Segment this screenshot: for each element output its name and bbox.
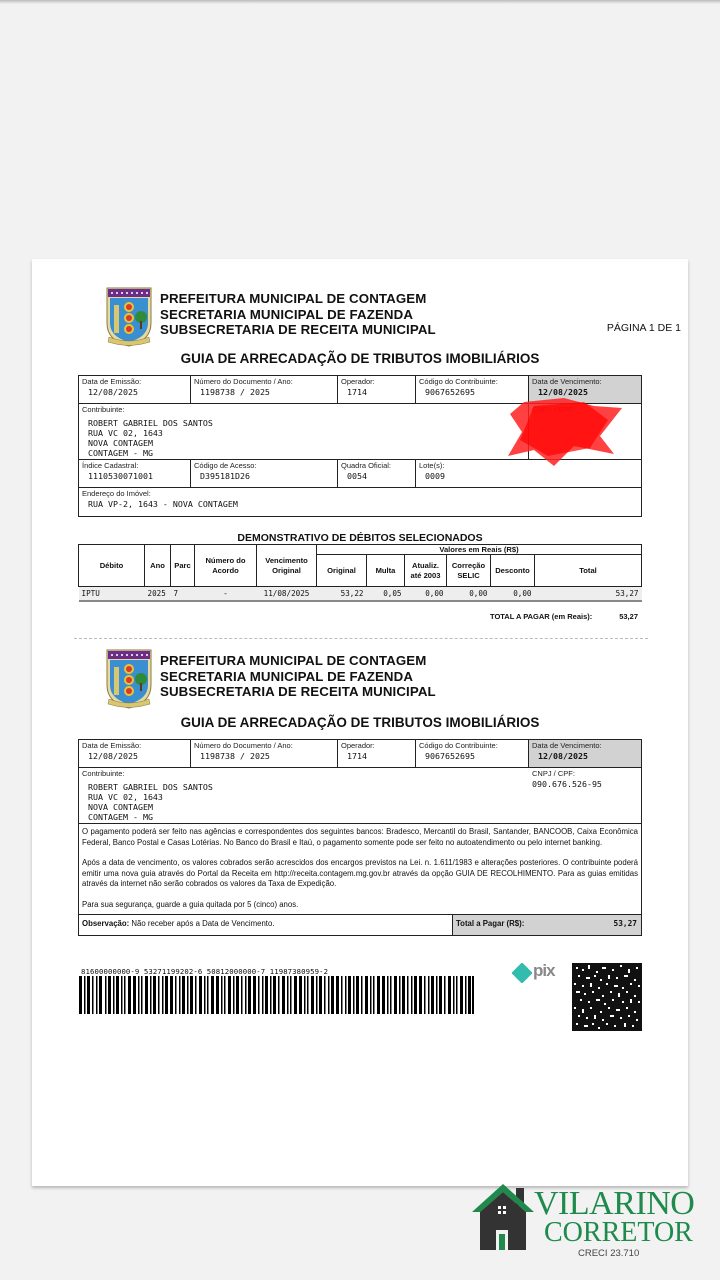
due-date-field: Data de Vencimento: 12/08/2025 (529, 376, 641, 403)
total-label: TOTAL A PAGAR (em Reais): (490, 612, 593, 621)
operator-field: Operador: 1714 (338, 740, 416, 767)
payment-slip-box (78, 739, 642, 936)
cut-line (74, 638, 648, 639)
col-atualiz: Atualiz. até 2003 (405, 555, 447, 587)
realtor-subtitle: CORRETOR (544, 1217, 693, 1248)
cpf-field (529, 404, 641, 459)
pix-logo (512, 963, 568, 983)
debts-table (78, 544, 642, 602)
realtor-watermark (470, 1182, 710, 1262)
late-payment-paragraph: Após a data de vencimento, os valores cobrados serão acrescidos dos encargos previstos na Lei. n. 1.611/1983 e alterações posteriores. O contribuinte poderá emitir uma nova guia através do Portal da Receita em http://receita.contagem.mg.gov.br através da opção GUIA DE RECOLHIMENTO. Para as guias emitidas através da internet não serão cobrados os valores da Taxa de Expedição. (82, 858, 638, 888)
document-header-copy (106, 649, 646, 713)
total-to-pay-field: Total a Pagar (R$): 53,27 (453, 915, 641, 935)
col-ano: Ano (145, 545, 171, 587)
taxpayer-info-box (78, 375, 642, 517)
payment-instructions (79, 824, 641, 915)
house-icon (470, 1182, 536, 1252)
taxpayer-field: Contribuinte: ROBERT GABRIEL DOS SANTOS RUA VC 02, 1643 NOVA CONTAGEM CONTAGEM - MG (79, 768, 529, 823)
status-bar-shadow (0, 0, 720, 4)
org-line-subsecretaria: SUBSECRETARIA DE RECEITA MUNICIPAL (160, 322, 436, 337)
barcode-digits: 81600000000-9 53271199202-6 50812000000-7 11987380959-2 (81, 967, 329, 976)
redaction-scribble (504, 396, 624, 468)
taxpayer-city: CONTAGEM - MG (88, 812, 153, 822)
col-vencimento-original: Vencimento Original (257, 545, 317, 587)
issue-date-field: Data de Emissão: 12/08/2025 (79, 376, 191, 403)
col-parc: Parc (171, 545, 195, 587)
document-header (106, 287, 681, 351)
security-paragraph: Para sua segurança, guarde a guia quitada por 5 (cinco) anos. (82, 899, 299, 909)
lots-field: Lote(s): 0009 (419, 461, 445, 481)
table-row: IPTU 2025 7 - 11/08/2025 53,22 0,05 0,00 0,00 0,00 53,27 (79, 587, 642, 602)
org-line-secretaria: SECRETARIA MUNICIPAL DE FAZENDA (160, 668, 414, 684)
document-number-field: Número do Documento / Ano: 1198738 / 2025 (191, 740, 338, 767)
pix-icon (512, 963, 532, 983)
realtor-name: VILARINO (534, 1185, 695, 1222)
observation-field: Observação: Não receber após a Data de Vencimento. (79, 915, 453, 935)
coat-of-arms-icon (106, 649, 152, 709)
realtor-creci: CRECI 23.710 (578, 1248, 640, 1259)
taxpayer-street: RUA VC 02, 1643 (88, 792, 163, 802)
page-indicator: PÁGINA 1 DE 1 (606, 322, 681, 334)
document-number-field: Número do Documento / Ano: 1198738 / 2025 (191, 376, 338, 403)
total-value: 53,27 (619, 612, 638, 621)
document-title-copy: GUIA DE ARRECADAÇÃO DE TRIBUTOS IMOBILIÁRIOS (180, 715, 540, 730)
values-group-header: Valores em Reais (R$) (317, 545, 642, 555)
due-date-field: Data de Vencimento: 12/08/2025 (529, 740, 641, 767)
operator-field: Operador: 1714 (338, 376, 416, 403)
taxpayer-code-field: Código do Contribuinte: 9067652695 (416, 740, 529, 767)
organization-name (160, 291, 436, 338)
taxpayer-city: CONTAGEM - MG (88, 448, 153, 458)
document-page (32, 259, 688, 1186)
payment-banks-paragraph: O pagamento poderá ser feito nas agências e correspondentes dos seguintes bancos: Bradesco, Mercantil do Brasil, Santander, BANCOOB, Caixa Econômica Federal, Banco Postal e Casas Lotérias. No Banco do Brasil e Itaú, o pagamento somente pode ser feito no autoatendimento ou pelo internet banking. (82, 827, 638, 847)
taxpayer-district: NOVA CONTAGEM (88, 802, 153, 812)
col-numero-acordo: Número do Acordo (195, 545, 257, 587)
barcode-icon (79, 976, 474, 1014)
org-line-prefeitura: PREFEITURA MUNICIPAL DE CONTAGEM (160, 653, 427, 668)
issue-date-field: Data de Emissão: 12/08/2025 (79, 740, 191, 767)
col-total: Total (535, 555, 642, 587)
pix-label: pix (533, 961, 555, 980)
taxpayer-street: RUA VC 02, 1643 (88, 428, 163, 438)
col-multa: Multa (367, 555, 405, 587)
taxpayer-field: Contribuinte: ROBERT GABRIEL DOS SANTOS RUA VC 02, 1643 NOVA CONTAGEM CONTAGEM - MG (79, 404, 529, 459)
taxpayer-name: ROBERT GABRIEL DOS SANTOS (88, 418, 213, 428)
access-code-field: Código de Acesso: D395181D26 (191, 460, 338, 487)
org-line-subsecretaria: SUBSECRETARIA DE RECEITA MUNICIPAL (160, 684, 436, 699)
col-debito: Débito (79, 545, 145, 587)
taxpayer-district: NOVA CONTAGEM (88, 438, 153, 448)
cpf-field: CNPJ / CPF: 090.676.526-95 (532, 769, 602, 789)
taxpayer-code-field: Código do Contribuinte: 9067652695 (416, 376, 529, 403)
org-line-secretaria: SECRETARIA MUNICIPAL DE FAZENDA (160, 306, 414, 322)
document-title: GUIA DE ARRECADAÇÃO DE TRIBUTOS IMOBILIÁRIOS (180, 351, 540, 366)
taxpayer-name: ROBERT GABRIEL DOS SANTOS (88, 782, 213, 792)
col-original: Original (317, 555, 367, 587)
org-line-prefeitura: PREFEITURA MUNICIPAL DE CONTAGEM (160, 291, 427, 306)
col-desconto: Desconto (491, 555, 535, 587)
cadastral-index-field: Índice Cadastral: 1110530071001 (79, 460, 191, 487)
coat-of-arms-icon (106, 287, 152, 347)
pix-qr-code (572, 963, 642, 1031)
debts-table-title: DEMONSTRATIVO DE DÉBITOS SELECIONADOS (237, 532, 483, 544)
official-block-field: Quadra Oficial: 0054 (338, 460, 416, 487)
organization-name (160, 653, 436, 700)
col-correcao-selic: Correção SELIC (447, 555, 491, 587)
property-address-field: Endereço do Imóvel: RUA VP-2, 1643 - NOVA CONTAGEM (82, 489, 238, 509)
